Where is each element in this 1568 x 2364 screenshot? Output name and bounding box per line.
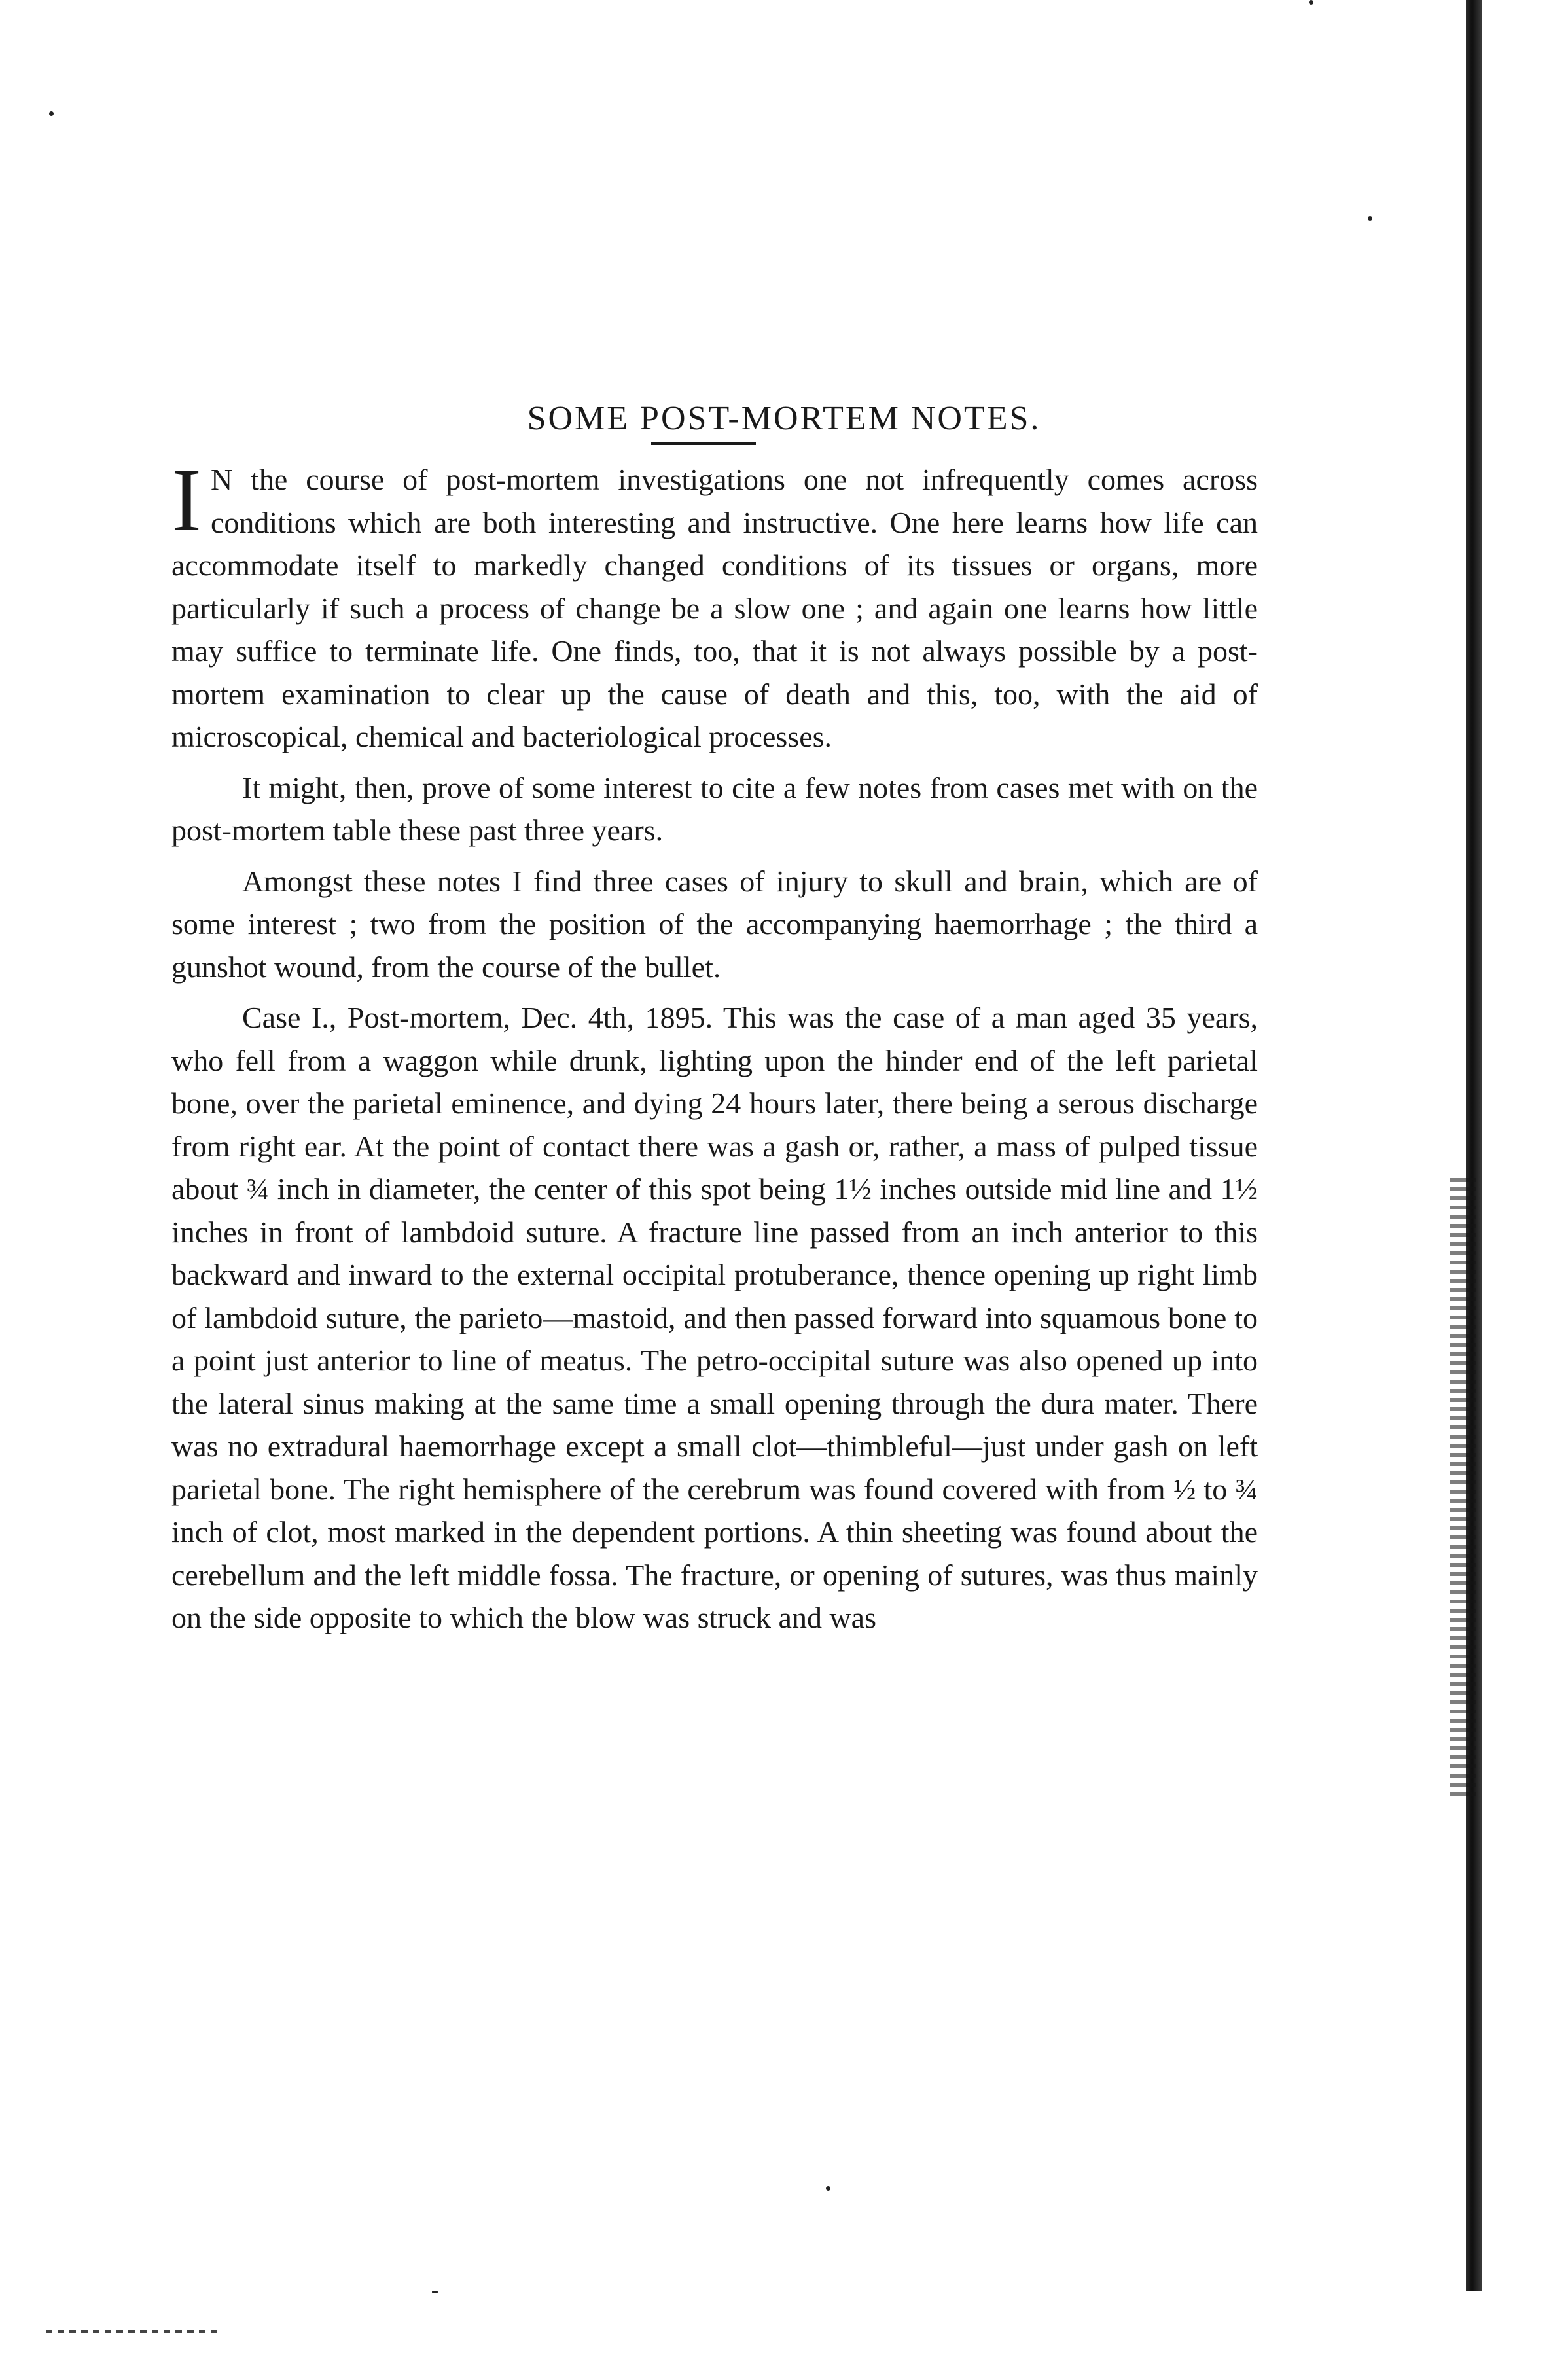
page-edge-texture: [1450, 1178, 1476, 1800]
book-spine-shadow: [1466, 0, 1482, 2291]
article-body: [171, 450, 1258, 1639]
print-speck: [1368, 216, 1372, 221]
paragraph: Amongst these notes I find three cases of injury to skull and brain, which are of some interest ; two from the position of the accompanying haemorrhage ; the third a gunshot wound, from the course of the bullet.: [171, 864, 1258, 984]
paragraph: It might, then, prove of some interest to cite a few notes from cases met with on the post-mortem table these past three years.: [171, 770, 1258, 847]
page-title: SOME POST-MORTEM NOTES.: [527, 399, 1041, 437]
paragraph-intro: [171, 450, 1258, 759]
print-speck: [826, 2186, 830, 2191]
title-rule: [651, 442, 756, 445]
drop-cap: I: [171, 450, 202, 550]
print-speck: [49, 111, 54, 116]
paragraph-intro-text: N the course of post-mortem investigations one not infrequently comes across conditions which are both interesting and instructive. One here learns how life can accommodate itself to markedly changed conditions of its tissues or organs, more particularly if such a process of change be a slow one ; and again one learns how little may suffice to terminate life. One finds, too, that it is not always possible by a post-mortem examination to clear up the cause of death and this, too, with the aid of microscopical, chemical and bacteriological processes.: [171, 463, 1258, 753]
bottom-smudge: [46, 2330, 223, 2333]
print-speck: [432, 2291, 438, 2293]
print-speck: [1309, 0, 1313, 5]
paragraph-case-one: Case I., Post-mortem, Dec. 4th, 1895. This was the case of a man aged 35 years, who fell from a waggon while drunk, lighting upon the hinder end of the left parietal bone, over the parietal eminence, and dying 24 hours later, there being a serous discharge from right ear. At the point of contact there was a gash or, rather, a mass of pulped tissue about ¾ inch in diameter, the center of this spot being 1½ inches outside mid line and 1½ inches in front of lambdoid suture. A fracture line passed from an inch anterior to this backward and inward to the external occipital protuberance, thence opening up right limb of lambdoid suture, the parieto—mastoid, and then passed forward into squamous bone to a point just anterior to line of meatus. The petro-occipital suture was also opened up into the lateral sinus making at the same time a small opening through the dura mater. There was no extradural haemorrhage except a small clot—thimbleful—just under gash on left parietal bone. The right hemisphere of the cerebrum was found covered with from ½ to ¾ inch of clot, most marked in the dependent portions. A thin sheeting was found about the cerebellum and the left middle fossa. The fracture, or opening of sutures, was thus mainly on the side opposite to which the blow was struck and was: [171, 1001, 1258, 1634]
